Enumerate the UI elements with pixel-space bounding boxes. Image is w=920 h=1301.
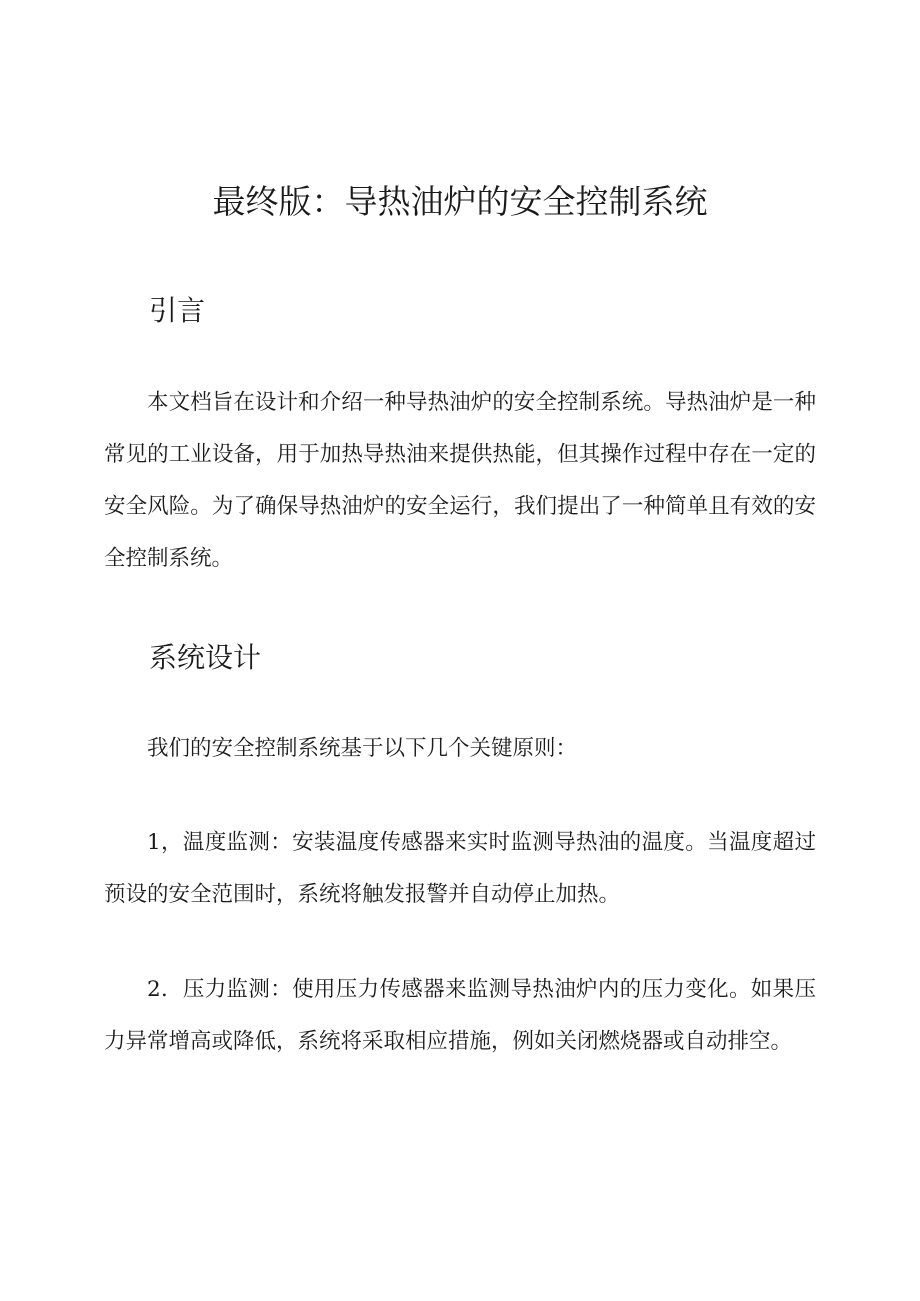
system-design-lead-paragraph: 我们的安全控制系统基于以下几个关键原则： (147, 736, 578, 761)
section-heading-introduction: 引言 (149, 294, 206, 327)
principle-pressure-monitoring: 2．压力监测：使用压力传感器来监测导热油炉内的压力变化。如果压力异常增高或降低，系统将采取相应措施，例如关闭燃烧器或自动排空。 (104, 977, 816, 1054)
section-heading-system-design: 系统设计 (149, 641, 262, 674)
introduction-paragraph: 本文档旨在设计和介绍一种导热油炉的安全控制系统。导热油炉是一种常见的工业设备，用于加热导热油来提供热能，但其操作过程中存在一定的安全风险。为了确保导热油炉的安全运行，我们提出了一种简单且有效的安全控制系统。 (104, 390, 816, 571)
principle-temperature-monitoring: 1，温度监测：安装温度传感器来实时监测导热油的温度。当温度超过预设的安全范围时，系统将触发报警并自动停止加热。 (104, 830, 816, 907)
document-title: 最终版：导热油炉的安全控制系统 (212, 182, 708, 221)
